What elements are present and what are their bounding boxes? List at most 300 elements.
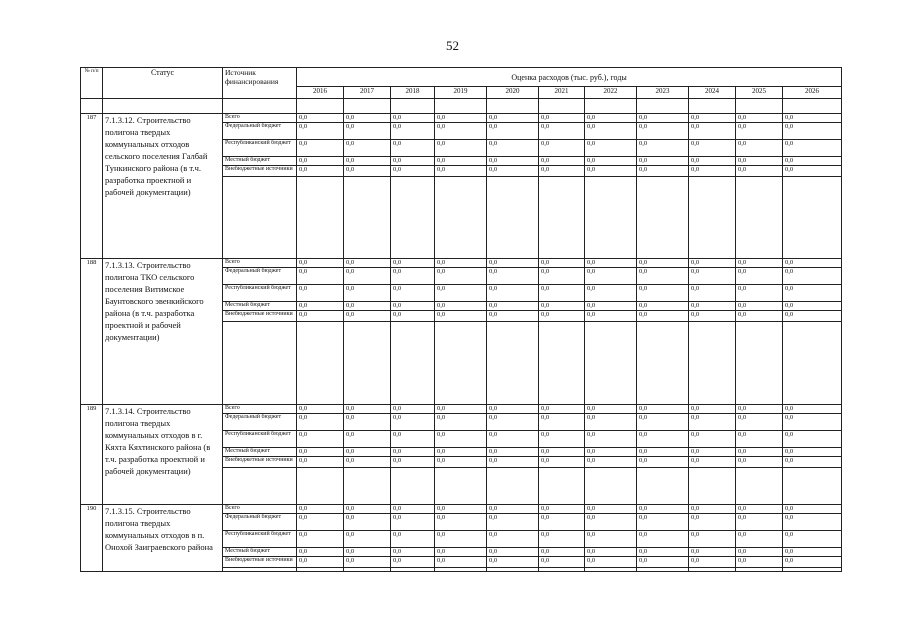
table-body <box>81 114 842 572</box>
row-status: 7.1.3.12. Строительство полигона твердых коммунальных отходов сельского поселения Галбай Тункинского района (в т.ч. разработка проектной и рабочей документации) <box>103 114 223 259</box>
value-cell: 0,0 <box>637 430 689 447</box>
value-cell: 0,0 <box>344 456 391 467</box>
value-cell: 0,0 <box>585 140 637 157</box>
year-header: 2018 <box>391 87 435 99</box>
value-cell: 0,0 <box>736 413 783 430</box>
empty-cell <box>391 322 435 404</box>
empty-cell <box>783 322 842 404</box>
value-cell: 0,0 <box>487 404 539 413</box>
value-cell: 0,0 <box>435 259 487 268</box>
value-cell: 0,0 <box>297 413 344 430</box>
value-cell: 0,0 <box>297 557 344 568</box>
blank-cell <box>783 99 842 114</box>
empty-cell <box>736 467 783 504</box>
value-cell: 0,0 <box>297 447 344 456</box>
value-cell: 0,0 <box>585 531 637 548</box>
value-cell: 0,0 <box>783 114 842 123</box>
blank-cell <box>435 99 487 114</box>
value-cell: 0,0 <box>783 531 842 548</box>
value-cell: 0,0 <box>736 531 783 548</box>
empty-cell <box>344 467 391 504</box>
value-cell: 0,0 <box>637 447 689 456</box>
value-cell: 0,0 <box>391 302 435 311</box>
blank-cell <box>103 99 223 114</box>
value-cell: 0,0 <box>297 430 344 447</box>
value-cell: 0,0 <box>435 456 487 467</box>
value-cell: 0,0 <box>539 140 585 157</box>
row-number: 189 <box>81 404 103 504</box>
table-row <box>81 505 842 514</box>
value-cell: 0,0 <box>487 311 539 322</box>
value-cell: 0,0 <box>736 268 783 285</box>
value-cell: 0,0 <box>689 140 736 157</box>
value-cell: 0,0 <box>487 456 539 467</box>
value-cell: 0,0 <box>783 268 842 285</box>
value-cell: 0,0 <box>297 114 344 123</box>
value-cell: 0,0 <box>539 548 585 557</box>
funding-source: Федеральный бюджет <box>223 413 297 430</box>
value-cell: 0,0 <box>435 166 487 177</box>
value-cell: 0,0 <box>297 514 344 531</box>
empty-cell <box>585 177 637 259</box>
value-cell: 0,0 <box>736 166 783 177</box>
funding-source: Внебюджетные источники <box>223 456 297 467</box>
empty-cell <box>391 568 435 572</box>
empty-cell <box>344 322 391 404</box>
value-cell: 0,0 <box>783 505 842 514</box>
funding-source: Всего <box>223 114 297 123</box>
value-cell: 0,0 <box>585 557 637 568</box>
value-cell: 0,0 <box>391 514 435 531</box>
funding-source: Внебюджетные источники <box>223 311 297 322</box>
value-cell: 0,0 <box>487 157 539 166</box>
value-cell: 0,0 <box>637 259 689 268</box>
value-cell: 0,0 <box>736 157 783 166</box>
empty-cell <box>487 568 539 572</box>
value-cell: 0,0 <box>736 548 783 557</box>
value-cell: 0,0 <box>637 114 689 123</box>
value-cell: 0,0 <box>344 259 391 268</box>
empty-cell <box>585 322 637 404</box>
value-cell: 0,0 <box>487 557 539 568</box>
value-cell: 0,0 <box>689 548 736 557</box>
value-cell: 0,0 <box>435 123 487 140</box>
blank-header-row <box>81 99 842 114</box>
value-cell: 0,0 <box>637 456 689 467</box>
value-cell: 0,0 <box>487 268 539 285</box>
value-cell: 0,0 <box>539 456 585 467</box>
value-cell: 0,0 <box>435 430 487 447</box>
header-cost: Оценка расходов (тыс. руб.), годы <box>297 68 842 87</box>
value-cell: 0,0 <box>391 311 435 322</box>
empty-cell <box>637 568 689 572</box>
value-cell: 0,0 <box>297 302 344 311</box>
value-cell: 0,0 <box>539 557 585 568</box>
value-cell: 0,0 <box>585 285 637 302</box>
value-cell: 0,0 <box>344 140 391 157</box>
value-cell: 0,0 <box>585 404 637 413</box>
value-cell: 0,0 <box>344 404 391 413</box>
value-cell: 0,0 <box>585 505 637 514</box>
value-cell: 0,0 <box>689 430 736 447</box>
value-cell: 0,0 <box>689 557 736 568</box>
empty-cell <box>435 322 487 404</box>
funding-source: Местный бюджет <box>223 302 297 311</box>
value-cell: 0,0 <box>689 531 736 548</box>
value-cell: 0,0 <box>297 548 344 557</box>
blank-cell <box>736 99 783 114</box>
value-cell: 0,0 <box>637 413 689 430</box>
value-cell: 0,0 <box>736 404 783 413</box>
value-cell: 0,0 <box>487 413 539 430</box>
value-cell: 0,0 <box>539 505 585 514</box>
value-cell: 0,0 <box>585 259 637 268</box>
blank-cell <box>297 99 344 114</box>
value-cell: 0,0 <box>689 123 736 140</box>
empty-cell <box>435 568 487 572</box>
table-row <box>81 259 842 268</box>
blank-cell <box>585 99 637 114</box>
empty-cell <box>435 467 487 504</box>
value-cell: 0,0 <box>391 285 435 302</box>
value-cell: 0,0 <box>344 505 391 514</box>
value-cell: 0,0 <box>783 285 842 302</box>
value-cell: 0,0 <box>344 311 391 322</box>
value-cell: 0,0 <box>297 259 344 268</box>
value-cell: 0,0 <box>689 404 736 413</box>
row-status: 7.1.3.15. Строительство полигона твердых коммунальных отходов в п. Онохой Заиграевского района <box>103 505 223 572</box>
value-cell: 0,0 <box>487 259 539 268</box>
value-cell: 0,0 <box>297 311 344 322</box>
value-cell: 0,0 <box>487 505 539 514</box>
row-status: 7.1.3.13. Строительство полигона ТКО сельского поселения Витимское Баунтовского эвенкийского района (в т.ч. разработка проектной и рабочей документации) <box>103 259 223 404</box>
blank-cell <box>487 99 539 114</box>
value-cell: 0,0 <box>344 447 391 456</box>
empty-cell <box>783 568 842 572</box>
empty-cell <box>637 467 689 504</box>
funding-source: Всего <box>223 505 297 514</box>
year-header: 2023 <box>637 87 689 99</box>
value-cell: 0,0 <box>487 531 539 548</box>
value-cell: 0,0 <box>585 157 637 166</box>
blank-cell <box>391 99 435 114</box>
table-row <box>81 114 842 123</box>
value-cell: 0,0 <box>297 505 344 514</box>
value-cell: 0,0 <box>689 157 736 166</box>
empty-cell <box>736 322 783 404</box>
value-cell: 0,0 <box>637 123 689 140</box>
value-cell: 0,0 <box>435 447 487 456</box>
year-header: 2025 <box>736 87 783 99</box>
year-header: 2026 <box>783 87 842 99</box>
value-cell: 0,0 <box>637 166 689 177</box>
blank-cell <box>539 99 585 114</box>
empty-cell <box>539 467 585 504</box>
value-cell: 0,0 <box>585 123 637 140</box>
value-cell: 0,0 <box>783 311 842 322</box>
value-cell: 0,0 <box>637 285 689 302</box>
value-cell: 0,0 <box>344 268 391 285</box>
value-cell: 0,0 <box>637 548 689 557</box>
empty-cell <box>689 322 736 404</box>
value-cell: 0,0 <box>435 413 487 430</box>
blank-cell <box>637 99 689 114</box>
empty-cell <box>297 177 344 259</box>
empty-cell <box>223 322 297 404</box>
table-header <box>81 68 842 114</box>
year-header: 2016 <box>297 87 344 99</box>
funding-source: Местный бюджет <box>223 548 297 557</box>
value-cell: 0,0 <box>344 166 391 177</box>
value-cell: 0,0 <box>736 456 783 467</box>
value-cell: 0,0 <box>637 531 689 548</box>
value-cell: 0,0 <box>391 557 435 568</box>
blank-cell <box>344 99 391 114</box>
value-cell: 0,0 <box>344 413 391 430</box>
value-cell: 0,0 <box>585 311 637 322</box>
value-cell: 0,0 <box>487 447 539 456</box>
empty-cell <box>783 177 842 259</box>
value-cell: 0,0 <box>689 285 736 302</box>
value-cell: 0,0 <box>585 413 637 430</box>
value-cell: 0,0 <box>736 285 783 302</box>
empty-cell <box>297 467 344 504</box>
value-cell: 0,0 <box>539 514 585 531</box>
value-cell: 0,0 <box>297 123 344 140</box>
value-cell: 0,0 <box>487 114 539 123</box>
empty-cell <box>585 568 637 572</box>
value-cell: 0,0 <box>689 268 736 285</box>
empty-cell <box>585 467 637 504</box>
year-header: 2020 <box>487 87 539 99</box>
value-cell: 0,0 <box>435 514 487 531</box>
value-cell: 0,0 <box>736 311 783 322</box>
value-cell: 0,0 <box>539 259 585 268</box>
year-header: 2021 <box>539 87 585 99</box>
empty-cell <box>344 568 391 572</box>
value-cell: 0,0 <box>689 514 736 531</box>
value-cell: 0,0 <box>344 531 391 548</box>
value-cell: 0,0 <box>344 285 391 302</box>
blank-cell <box>81 99 103 114</box>
value-cell: 0,0 <box>344 123 391 140</box>
empty-cell <box>783 467 842 504</box>
row-status: 7.1.3.14. Строительство полигона твердых коммунальных отходов в г. Кяхта Кяхтинского района (в т.ч. разработка проектной и рабочей документации) <box>103 404 223 504</box>
row-number: 187 <box>81 114 103 259</box>
value-cell: 0,0 <box>637 140 689 157</box>
empty-cell <box>689 467 736 504</box>
value-cell: 0,0 <box>689 302 736 311</box>
empty-cell <box>539 322 585 404</box>
value-cell: 0,0 <box>637 505 689 514</box>
empty-cell <box>435 177 487 259</box>
funding-source: Внебюджетные источники <box>223 166 297 177</box>
value-cell: 0,0 <box>391 447 435 456</box>
value-cell: 0,0 <box>736 430 783 447</box>
empty-cell <box>223 177 297 259</box>
value-cell: 0,0 <box>585 430 637 447</box>
value-cell: 0,0 <box>344 548 391 557</box>
value-cell: 0,0 <box>435 531 487 548</box>
value-cell: 0,0 <box>585 447 637 456</box>
value-cell: 0,0 <box>391 456 435 467</box>
value-cell: 0,0 <box>736 140 783 157</box>
empty-cell <box>637 177 689 259</box>
header-source: Источник финансирования <box>223 68 297 99</box>
value-cell: 0,0 <box>344 157 391 166</box>
value-cell: 0,0 <box>435 285 487 302</box>
value-cell: 0,0 <box>783 447 842 456</box>
funding-source: Внебюджетные источники <box>223 557 297 568</box>
empty-cell <box>223 568 297 572</box>
value-cell: 0,0 <box>736 505 783 514</box>
header-status: Статус <box>103 68 223 99</box>
value-cell: 0,0 <box>539 166 585 177</box>
funding-source: Федеральный бюджет <box>223 514 297 531</box>
year-header: 2022 <box>585 87 637 99</box>
value-cell: 0,0 <box>391 505 435 514</box>
value-cell: 0,0 <box>736 123 783 140</box>
value-cell: 0,0 <box>689 447 736 456</box>
value-cell: 0,0 <box>585 166 637 177</box>
value-cell: 0,0 <box>344 514 391 531</box>
value-cell: 0,0 <box>391 123 435 140</box>
value-cell: 0,0 <box>783 157 842 166</box>
empty-cell <box>689 568 736 572</box>
value-cell: 0,0 <box>783 404 842 413</box>
value-cell: 0,0 <box>487 285 539 302</box>
value-cell: 0,0 <box>736 447 783 456</box>
empty-cell <box>223 467 297 504</box>
value-cell: 0,0 <box>637 557 689 568</box>
value-cell: 0,0 <box>344 430 391 447</box>
value-cell: 0,0 <box>637 311 689 322</box>
value-cell: 0,0 <box>487 430 539 447</box>
value-cell: 0,0 <box>539 311 585 322</box>
funding-source: Республиканский бюджет <box>223 430 297 447</box>
value-cell: 0,0 <box>783 514 842 531</box>
funding-source: Местный бюджет <box>223 447 297 456</box>
value-cell: 0,0 <box>391 140 435 157</box>
table-row <box>81 404 842 413</box>
value-cell: 0,0 <box>736 114 783 123</box>
value-cell: 0,0 <box>783 413 842 430</box>
value-cell: 0,0 <box>297 268 344 285</box>
value-cell: 0,0 <box>585 514 637 531</box>
value-cell: 0,0 <box>539 404 585 413</box>
row-number: 190 <box>81 505 103 572</box>
value-cell: 0,0 <box>435 404 487 413</box>
value-cell: 0,0 <box>435 114 487 123</box>
empty-cell <box>391 177 435 259</box>
value-cell: 0,0 <box>435 505 487 514</box>
value-cell: 0,0 <box>391 259 435 268</box>
value-cell: 0,0 <box>637 404 689 413</box>
value-cell: 0,0 <box>344 302 391 311</box>
value-cell: 0,0 <box>435 140 487 157</box>
value-cell: 0,0 <box>297 404 344 413</box>
value-cell: 0,0 <box>736 557 783 568</box>
value-cell: 0,0 <box>585 268 637 285</box>
value-cell: 0,0 <box>736 514 783 531</box>
value-cell: 0,0 <box>783 456 842 467</box>
empty-cell <box>487 177 539 259</box>
funding-source: Республиканский бюджет <box>223 140 297 157</box>
empty-cell <box>297 568 344 572</box>
value-cell: 0,0 <box>391 413 435 430</box>
value-cell: 0,0 <box>783 302 842 311</box>
value-cell: 0,0 <box>435 548 487 557</box>
value-cell: 0,0 <box>689 259 736 268</box>
value-cell: 0,0 <box>783 259 842 268</box>
value-cell: 0,0 <box>585 456 637 467</box>
value-cell: 0,0 <box>435 157 487 166</box>
empty-cell <box>736 568 783 572</box>
value-cell: 0,0 <box>783 140 842 157</box>
value-cell: 0,0 <box>539 413 585 430</box>
empty-cell <box>344 177 391 259</box>
year-header: 2024 <box>689 87 736 99</box>
value-cell: 0,0 <box>539 157 585 166</box>
value-cell: 0,0 <box>539 430 585 447</box>
value-cell: 0,0 <box>487 548 539 557</box>
funding-source: Местный бюджет <box>223 157 297 166</box>
empty-cell <box>487 322 539 404</box>
year-header: 2019 <box>435 87 487 99</box>
value-cell: 0,0 <box>487 166 539 177</box>
year-header: 2017 <box>344 87 391 99</box>
value-cell: 0,0 <box>391 404 435 413</box>
value-cell: 0,0 <box>391 166 435 177</box>
empty-cell <box>297 322 344 404</box>
value-cell: 0,0 <box>585 302 637 311</box>
value-cell: 0,0 <box>736 302 783 311</box>
value-cell: 0,0 <box>689 413 736 430</box>
empty-cell <box>487 467 539 504</box>
value-cell: 0,0 <box>391 548 435 557</box>
value-cell: 0,0 <box>297 140 344 157</box>
header-num: № п/п <box>81 68 103 99</box>
value-cell: 0,0 <box>783 123 842 140</box>
value-cell: 0,0 <box>391 157 435 166</box>
empty-cell <box>539 177 585 259</box>
value-cell: 0,0 <box>637 302 689 311</box>
value-cell: 0,0 <box>435 311 487 322</box>
empty-cell <box>637 322 689 404</box>
value-cell: 0,0 <box>344 557 391 568</box>
blank-cell <box>223 99 297 114</box>
value-cell: 0,0 <box>637 157 689 166</box>
value-cell: 0,0 <box>783 430 842 447</box>
value-cell: 0,0 <box>487 302 539 311</box>
value-cell: 0,0 <box>783 557 842 568</box>
funding-source: Федеральный бюджет <box>223 268 297 285</box>
value-cell: 0,0 <box>689 166 736 177</box>
funding-source: Всего <box>223 259 297 268</box>
value-cell: 0,0 <box>539 114 585 123</box>
value-cell: 0,0 <box>391 268 435 285</box>
value-cell: 0,0 <box>297 166 344 177</box>
empty-cell <box>539 568 585 572</box>
value-cell: 0,0 <box>736 259 783 268</box>
value-cell: 0,0 <box>539 447 585 456</box>
value-cell: 0,0 <box>689 456 736 467</box>
value-cell: 0,0 <box>783 548 842 557</box>
value-cell: 0,0 <box>391 531 435 548</box>
empty-cell <box>736 177 783 259</box>
value-cell: 0,0 <box>637 268 689 285</box>
funding-source: Федеральный бюджет <box>223 123 297 140</box>
